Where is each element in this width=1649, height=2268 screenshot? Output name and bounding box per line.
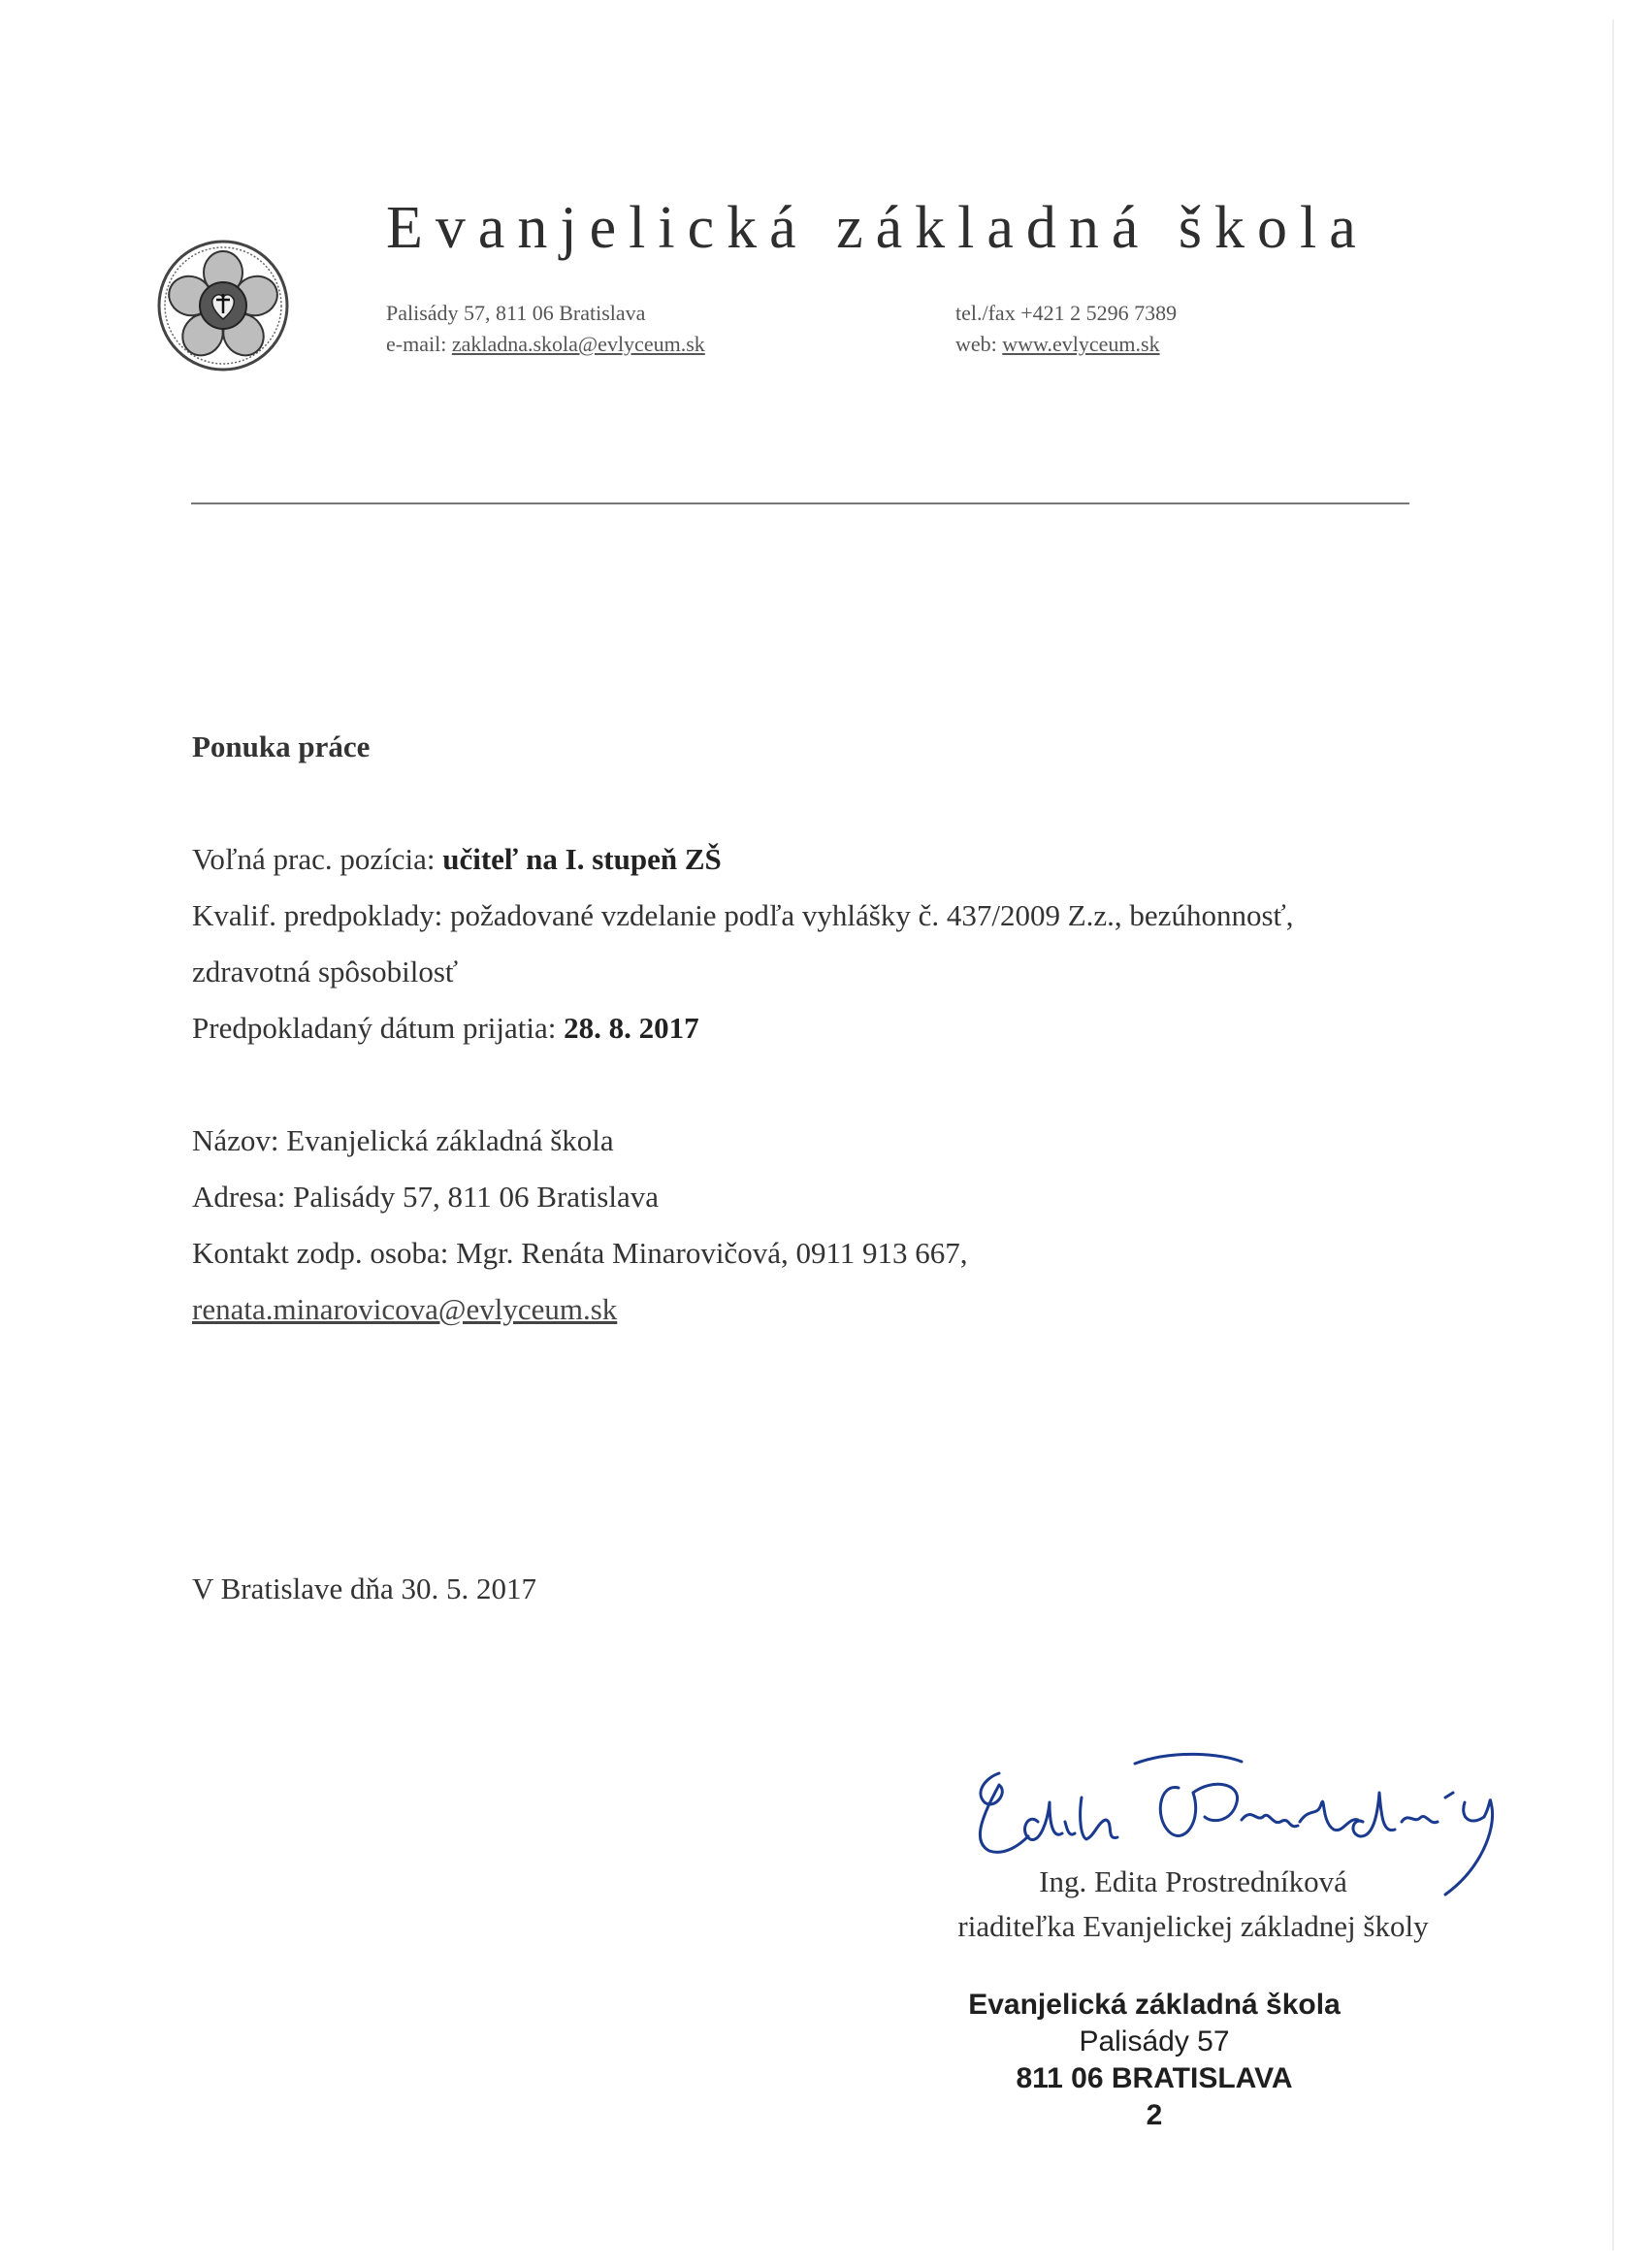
signatory-role: riaditeľka Evanjelickej základnej školy (957, 1909, 1429, 1943)
header-divider (191, 502, 1409, 504)
employer-name: Názov: Evanjelická základná škola (192, 1123, 614, 1157)
employer-contact: Kontakt zodp. osoba: Mgr. Renáta Minarovičová, 0911 913 667, (192, 1236, 968, 1270)
employer-contact-email[interactable]: renata.minarovicova@evlyceum.sk (192, 1292, 618, 1326)
phone-label: tel./fax (955, 301, 1016, 325)
page-edge-line (1612, 19, 1614, 2251)
employer-address: Adresa: Palisády 57, 811 06 Bratislava (192, 1180, 659, 1214)
school-address-block (386, 298, 705, 360)
web-label: web: (955, 332, 997, 356)
place-and-date: V Bratislave dňa 30. 5. 2017 (192, 1571, 537, 1605)
stamp-line-3: 811 06 BRATISLAVA (1016, 2062, 1293, 2094)
stamp-line-2: Palisády 57 (1079, 2025, 1230, 2057)
stamp-line-4: 2 (1146, 2099, 1163, 2131)
start-date-line (192, 1011, 699, 1046)
start-date-value: 28. 8. 2017 (564, 1011, 699, 1045)
school-title: Evanjelická základná škola (386, 195, 1369, 261)
school-contact-block (955, 298, 1177, 360)
position-label: Voľná prac. pozícia: (192, 842, 436, 876)
start-date-label: Predpokladaný dátum prijatia: (192, 1011, 557, 1045)
school-email-line (386, 329, 705, 360)
qualification-line-1: Kvalif. predpoklady: požadované vzdelanie podľa vyhlášky č. 437/2009 Z.z., bezúhonnosť, (192, 898, 1294, 932)
school-address: Palisády 57, 811 06 Bratislava (386, 301, 646, 325)
school-phone-line (955, 298, 1177, 329)
school-email-link[interactable]: zakladna.skola@evlyceum.sk (451, 332, 705, 356)
school-phone: +421 2 5296 7389 (1020, 301, 1178, 325)
qualification-line-2: zdravotná spôsobilosť (192, 955, 459, 988)
school-web-line (955, 329, 1177, 360)
position-line (192, 842, 722, 877)
document-heading: Ponuka práce (192, 729, 371, 763)
school-web-link[interactable]: www.evlyceum.sk (1002, 332, 1160, 356)
stamp-line-1: Evanjelická základná škola (968, 1989, 1341, 2021)
signatory-name: Ing. Edita Prostredníková (1039, 1864, 1347, 1898)
position-value: učiteľ na I. stupeň ZŠ (442, 842, 722, 876)
luther-rose-seal-icon (155, 238, 291, 373)
email-label: e-mail: (386, 332, 447, 356)
